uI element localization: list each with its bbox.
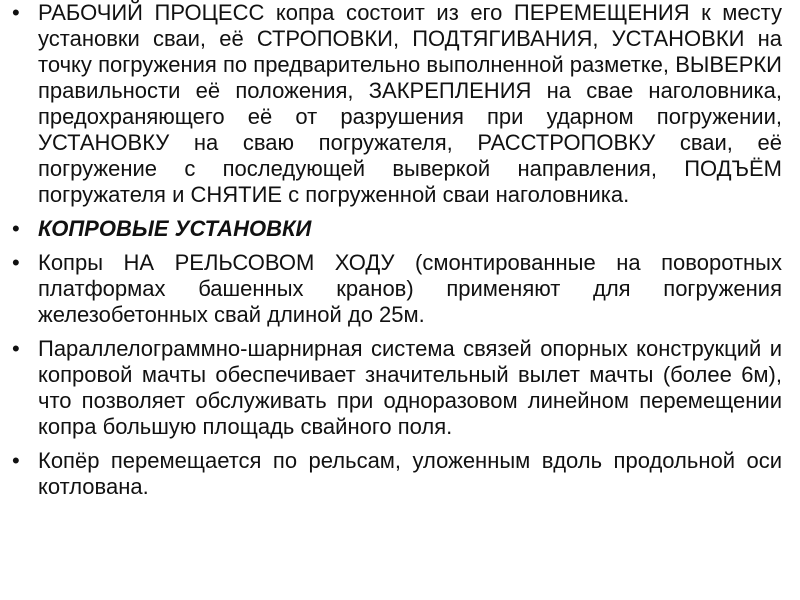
bullet-dot-icon: •	[12, 216, 20, 241]
bullet-item-linkage-system	[10, 336, 782, 440]
bullet-item-work-process	[10, 0, 782, 208]
section-heading: КОПРОВЫЕ УСТАНОВКИ	[38, 216, 312, 241]
bullet-dot-icon: •	[12, 0, 20, 25]
bullet-text: РАБОЧИЙ ПРОЦЕСС копра состоит из его ПЕРЕМЕЩЕНИЯ к месту установки сваи, её СТРОПОВКИ, ПОДТЯГИВАНИЯ, УСТАНОВКИ на точку погружения по предварительно выполненной разметке, ВЫВЕРКИ правильности её положения, ЗАКРЕПЛЕНИЯ на свае наголовника, предохраняющего её от разрушения при ударном погружении, УСТАНОВКУ на сваю погружателя, РАССТРОПОВКУ сваи, её погружение с последующей выверкой направления, ПОДЪЁМ погружателя и СНЯТИЕ с погруженной сваи наголовника.	[38, 0, 782, 207]
bullet-text: Копры НА РЕЛЬСОВОМ ХОДУ (смонтированные на поворотных платформах башенных кранов) применяют для погружения железобетонных свай длиной до 25м.	[38, 250, 782, 327]
bullet-item-rail-pile-drivers	[10, 250, 782, 328]
bullet-dot-icon: •	[12, 336, 20, 361]
bullet-text: Копёр перемещается по рельсам, уложенным вдоль продольной оси котлована.	[38, 448, 782, 499]
bullet-item-rail-movement	[10, 448, 782, 500]
bullet-item-heading	[10, 216, 782, 242]
bullet-dot-icon: •	[12, 250, 20, 275]
bullet-list	[10, 0, 782, 508]
bullet-text: Параллелограммно-шарнирная система связей опорных конструкций и копровой мачты обеспечивает значительный вылет мачты (более 6м), что позволяет обслуживать при одноразовом линейном перемещении копра большую площадь свайного поля.	[38, 336, 782, 439]
bullet-dot-icon: •	[12, 448, 20, 473]
